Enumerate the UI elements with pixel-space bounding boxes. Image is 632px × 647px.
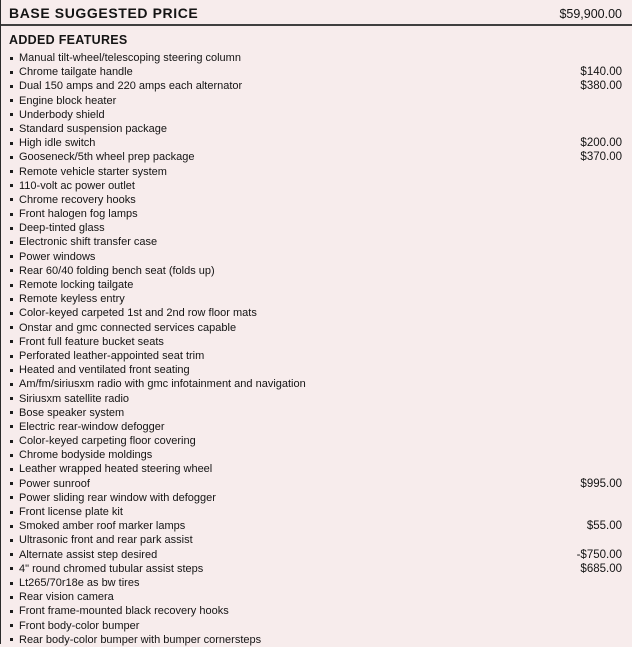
bullet-icon	[10, 369, 13, 372]
feature-row	[1, 221, 632, 235]
feature-label: Manual tilt-wheel/telescoping steering column	[19, 52, 241, 64]
feature-label: Deep-tinted glass	[19, 222, 105, 235]
base-price-row	[1, 0, 632, 24]
bullet-icon	[10, 312, 13, 315]
feature-row	[1, 122, 632, 136]
feature-label: Smoked amber roof marker lamps	[19, 520, 186, 533]
feature-label: Engine block heater	[19, 94, 117, 107]
feature-row	[1, 250, 632, 264]
feature-row	[1, 165, 632, 179]
bullet-icon	[10, 57, 13, 60]
bullet-icon	[10, 454, 13, 457]
feature-label: Rear vision camera	[19, 591, 114, 604]
feature-row	[1, 548, 632, 562]
feature-label: Remote locking tailgate	[19, 279, 134, 291]
feature-label: Front body-color bumper	[19, 619, 140, 632]
feature-row	[1, 179, 632, 193]
base-price-value: $59,900.00	[559, 7, 622, 21]
feature-price: -$750.00	[576, 548, 622, 561]
feature-label: High idle switch	[19, 137, 96, 150]
feature-row	[1, 136, 632, 150]
feature-price: $370.00	[580, 151, 622, 164]
feature-label: Power sunroof	[19, 477, 90, 490]
bullet-icon	[10, 383, 13, 386]
bullet-icon	[10, 71, 13, 74]
feature-row	[1, 505, 632, 519]
bullet-icon	[10, 468, 13, 471]
feature-label: Alternate assist step desired	[19, 548, 158, 561]
feature-label: Color-keyed carpeting floor covering	[19, 435, 196, 448]
feature-price: $380.00	[580, 80, 622, 93]
feature-price: $685.00	[580, 562, 622, 575]
bullet-icon	[10, 511, 13, 514]
bullet-icon	[10, 227, 13, 230]
feature-row	[1, 321, 632, 335]
feature-row	[1, 349, 632, 363]
feature-label: Bose speaker system	[19, 406, 125, 419]
bullet-icon	[10, 624, 13, 627]
feature-label: Front full feature bucket seats	[19, 335, 164, 348]
bullet-icon	[10, 411, 13, 414]
feature-label: Gooseneck/5th wheel prep package	[19, 151, 195, 164]
bullet-icon	[10, 184, 13, 187]
feature-label: Ultrasonic front and rear park assist	[19, 534, 193, 547]
bullet-icon	[10, 482, 13, 485]
bullet-icon	[10, 610, 13, 613]
feature-row	[1, 94, 632, 108]
feature-price: $140.00	[580, 66, 622, 79]
feature-row	[1, 235, 632, 249]
bullet-icon	[10, 269, 13, 272]
bullet-icon	[10, 99, 13, 102]
bullet-icon	[10, 582, 13, 585]
feature-label: Chrome bodyside moldings	[19, 449, 153, 462]
feature-label: Dual 150 amps and 220 amps each alternator	[19, 80, 243, 93]
feature-row	[1, 150, 632, 164]
bullet-icon	[10, 553, 13, 556]
feature-row	[1, 533, 632, 547]
feature-row	[1, 562, 632, 576]
feature-row	[1, 278, 632, 292]
bullet-icon	[10, 567, 13, 570]
bullet-icon	[10, 340, 13, 343]
feature-row	[1, 392, 632, 406]
feature-price: $200.00	[580, 137, 622, 150]
feature-label: 4" round chromed tubular assist steps	[19, 562, 204, 575]
feature-price: $55.00	[586, 520, 622, 533]
bullet-icon	[10, 539, 13, 542]
feature-row	[1, 477, 632, 491]
feature-label: Front frame-mounted black recovery hooks	[19, 605, 229, 618]
bullet-icon	[10, 255, 13, 258]
feature-row	[1, 519, 632, 533]
bullet-icon	[10, 198, 13, 201]
feature-label: Front license plate kit	[19, 506, 123, 518]
bullet-icon	[10, 170, 13, 173]
feature-row	[1, 633, 632, 647]
bullet-icon	[10, 355, 13, 358]
bullet-icon	[10, 326, 13, 329]
bullet-icon	[10, 425, 13, 428]
bullet-icon	[10, 440, 13, 443]
feature-label: 110-volt ac power outlet	[19, 179, 135, 192]
added-features-title: ADDED FEATURES	[9, 33, 128, 47]
feature-label: Color-keyed carpeted 1st and 2nd row floor mats	[19, 307, 257, 320]
feature-row	[1, 406, 632, 420]
feature-label: Remote keyless entry	[19, 293, 125, 306]
bullet-icon	[10, 142, 13, 145]
feature-label: Perforated leather-appointed seat trim	[19, 349, 205, 362]
feature-row	[1, 491, 632, 505]
bullet-icon	[10, 298, 13, 301]
feature-row	[1, 335, 632, 349]
price-sheet	[1, 0, 632, 644]
feature-row	[1, 377, 632, 391]
bullet-icon	[10, 496, 13, 499]
feature-label: Chrome recovery hooks	[19, 193, 136, 206]
feature-row	[1, 292, 632, 306]
feature-row	[1, 306, 632, 320]
feature-label: Power windows	[19, 250, 96, 263]
feature-label: Chrome tailgate handle	[19, 66, 133, 79]
feature-row	[1, 590, 632, 604]
bullet-icon	[10, 525, 13, 528]
base-price-title: BASE SUGGESTED PRICE	[9, 5, 199, 21]
feature-row	[1, 108, 632, 122]
feature-label: Leather wrapped heated steering wheel	[19, 463, 213, 476]
feature-label: Power sliding rear window with defogger	[19, 491, 216, 504]
bullet-icon	[10, 397, 13, 400]
feature-label: Electronic shift transfer case	[19, 236, 158, 249]
feature-label: Am/fm/siriusxm radio with gmc infotainment and navigation	[19, 378, 306, 391]
feature-label: Rear body-color bumper with bumper cornersteps	[19, 633, 262, 646]
feature-label: Onstar and gmc connected services capable	[19, 321, 237, 334]
feature-row	[1, 65, 632, 79]
feature-row	[1, 604, 632, 618]
bullet-icon	[10, 638, 13, 641]
bullet-icon	[10, 596, 13, 599]
feature-label: Heated and ventilated front seating	[19, 364, 190, 377]
bullet-icon	[10, 128, 13, 131]
feature-row	[1, 264, 632, 278]
feature-row	[1, 434, 632, 448]
feature-label: Rear 60/40 folding bench seat (folds up)	[19, 264, 215, 277]
bullet-icon	[10, 156, 13, 159]
feature-row	[1, 51, 632, 65]
bullet-icon	[10, 284, 13, 287]
feature-row	[1, 207, 632, 221]
feature-row	[1, 462, 632, 476]
bullet-icon	[10, 113, 13, 116]
feature-label: Remote vehicle starter system	[19, 165, 167, 178]
bullet-icon	[10, 85, 13, 88]
features-list	[1, 50, 632, 647]
bullet-icon	[10, 241, 13, 244]
feature-label: Lt265/70r18e as bw tires	[19, 576, 140, 589]
feature-label: Underbody shield	[19, 108, 105, 121]
feature-row	[1, 448, 632, 462]
feature-label: Front halogen fog lamps	[19, 208, 138, 221]
bullet-icon	[10, 213, 13, 216]
feature-price: $995.00	[580, 477, 622, 490]
feature-row	[1, 420, 632, 434]
feature-label: Siriusxm satellite radio	[19, 392, 130, 405]
feature-label: Standard suspension package	[19, 122, 167, 135]
feature-row	[1, 79, 632, 93]
feature-row	[1, 193, 632, 207]
feature-row	[1, 363, 632, 377]
feature-row	[1, 576, 632, 590]
feature-row	[1, 619, 632, 633]
feature-label: Electric rear-window defogger	[19, 420, 165, 433]
